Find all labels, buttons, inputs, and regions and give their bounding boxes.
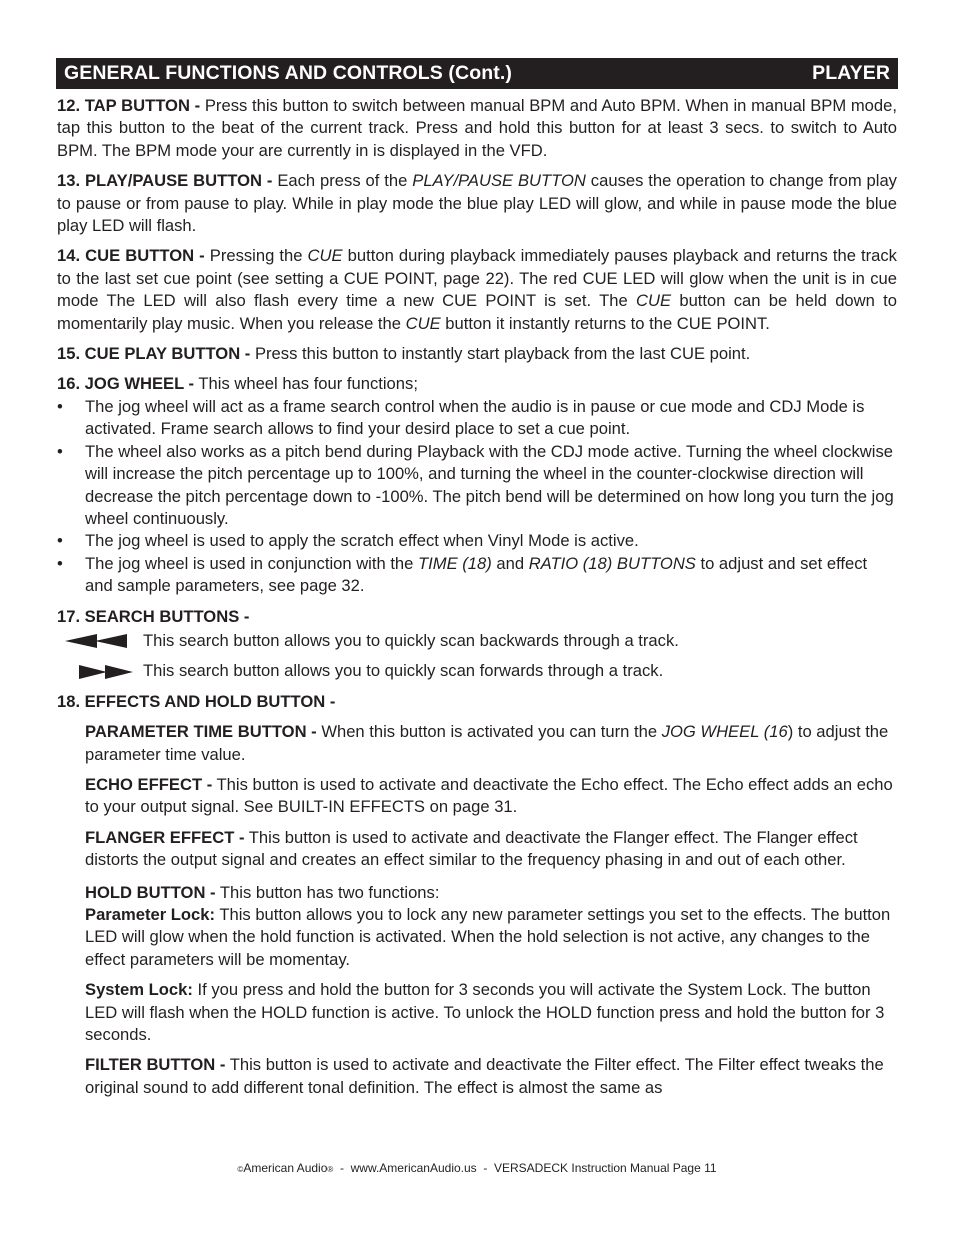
page-footer [0,1161,954,1175]
item-label: 17. SEARCH BUTTONS - [57,606,250,626]
item-label: FILTER BUTTON - [85,1055,226,1075]
item-text: This button has two functions: [215,882,440,902]
echo-effect-desc [85,774,897,819]
list-item-text: The jog wheel will act as a frame search control when the audio is in pause or cue mode and CDJ Mode is activated. Frame search allows to find your desird place to set a cue point. [85,396,865,439]
item-text: button can be held down to momentarily play music. When you release the [57,291,897,333]
item-label: Parameter Lock: [85,905,216,924]
item-label: 18. EFFECTS AND HOLD BUTTON - [57,691,336,711]
footer-text: - www.AmericanAudio.us - VERSADECK Instruction Manual Page 11 [333,1161,717,1175]
flanger-effect-desc [85,827,897,872]
list-item-text: The jog wheel is used in conjunction with the [85,553,418,573]
system-lock-desc [85,979,897,1046]
search-back-text: This search button allows you to quickly scan backwards through a track. [143,630,679,650]
item-text: Press this button to instantly start playback from the last CUE point. [250,344,751,364]
list-item-text: and [491,553,529,573]
item-text: If you press and hold the button for 3 seconds you will activate the System Lock. The button LED will flash when the HOLD function is active. To unlock the HOLD function press and hold the button for 3 seconds. [85,980,885,1045]
manual-content [57,95,897,1107]
hold-button-desc [85,882,897,904]
bullet-icon: • [57,396,63,416]
header-section: PLAYER [812,62,890,84]
item-18-details [57,721,897,1099]
item-text-italic: CUE [307,246,343,266]
item-label: 15. CUE PLAY BUTTON - [57,344,251,364]
rewind-icon [57,634,143,648]
item-15-cue-play-button [57,343,897,365]
item-text: This button is used to activate and deactivate the Echo effect. The Echo effect adds an echo to your output signal. See BUILT-IN EFFECTS on page 31. [85,774,893,817]
item-12-tap-button [57,95,897,162]
item-label: 12. TAP BUTTON - [57,96,201,115]
item-label: HOLD BUTTON - [85,882,216,902]
list-item-text: The wheel also works as a pitch bend during Playback with the CDJ mode active. Turning the wheel clockwise will increase the pitch percentage up to 100%, and turning the wheel in the counter-clockwise direction will decrease the pitch percentage down to -100%. The pitch bend will be determined on how long you turn the jog wheel continuously. [85,441,894,528]
item-label: FLANGER EFFECT - [85,827,245,847]
list-item-text: to adjust and set effect and sample parameters, see page 32. [85,553,868,596]
list-item [57,441,897,531]
item-18-effects-and-hold-button [57,691,897,713]
item-text: Each press of the [272,171,413,191]
item-text-italic: PLAY/PAUSE BUTTON [412,171,586,191]
search-forward-text: This search button allows you to quickly scan forwards through a track. [143,661,664,681]
item-label: ECHO EFFECT - [85,774,213,794]
item-14-cue-button [57,245,897,335]
list-item-text-italic: TIME (18) [418,553,492,573]
item-label: PARAMETER TIME BUTTON - [85,722,317,742]
list-item-text-italic: RATIO (18) BUTTONS [528,553,696,573]
fast-forward-icon [57,665,143,679]
item-text: When this button is activated you can turn the [316,722,662,742]
registered-symbol: ® [327,1165,334,1174]
list-item-text: The jog wheel is used to apply the scratch effect when Vinyl Mode is active. [85,531,639,551]
bullet-icon: • [57,441,63,461]
item-text: ) to adjust the parameter time value. [85,722,889,764]
item-text: button it instantly returns to the CUE POINT. [440,313,770,333]
item-label: System Lock: [85,980,193,1000]
item-label: 14. CUE BUTTON - [57,246,205,266]
list-item [57,553,897,598]
bullet-icon: • [57,531,63,551]
item-text-italic: JOG WHEEL (16 [661,722,788,742]
list-item [57,396,897,441]
parameter-time-button-desc [85,721,897,766]
filter-button-desc [85,1054,897,1099]
footer-brand: American Audio [243,1161,328,1175]
item-text: causes the operation to change from play to pause or from pause to play. While in play mode the blue play LED will glow, and while in pause mode the blue play LED will flash. [57,171,897,236]
item-text: Pressing the [204,246,308,266]
item-text-italic: CUE [636,291,672,311]
search-forward-row [57,660,897,682]
item-13-play-pause-button [57,170,897,237]
item-17-search-buttons [57,606,897,628]
section-header [56,58,898,89]
item-label: 13. PLAY/PAUSE BUTTON - [57,171,273,191]
jog-wheel-function-list [57,396,897,598]
parameter-lock-desc [85,904,897,971]
list-item [57,530,897,552]
search-back-row [57,630,897,652]
item-text: This button is used to activate and deactivate the Filter effect. The Filter effect tweaks the original sound to add different tonal definition. The effect is almost the same as [85,1055,884,1097]
item-text-italic: CUE [405,313,441,333]
bullet-icon: • [57,553,63,573]
item-16-jog-wheel [57,373,897,395]
header-title: GENERAL FUNCTIONS AND CONTROLS (Cont.) [64,62,512,84]
item-text: This button is used to activate and deactivate the Flanger effect. The Flanger effect distorts the output signal and creates an effect similar to the frequency phasing in and out of each other. [85,827,858,870]
item-text: This wheel has four functions; [194,374,418,394]
item-text: button during playback immediately pauses playback and returns the track to the last set cue point (see setting a CUE POINT, page 22). The red CUE LED will glow when the unit is in cue mode The LED will also flash every time a new CUE POINT is set. The [57,246,897,311]
item-label: 16. JOG WHEEL - [57,374,195,394]
item-text: Press this button to switch between manual BPM and Auto BPM. When in manual BPM mode, tap this button to the beat of the current track. Press and hold this button for at least 3 secs. to switch to Auto BPM. The BPM mode your are currently in is displayed in the VFD. [57,96,897,160]
item-text: This button allows you to lock any new parameter settings you set to the effects. The button LED will glow when the hold function is activated. When the hold selection is not active, any changes to the effect parameters will be momentay. [85,905,891,969]
copyright-symbol: © [237,1165,244,1174]
